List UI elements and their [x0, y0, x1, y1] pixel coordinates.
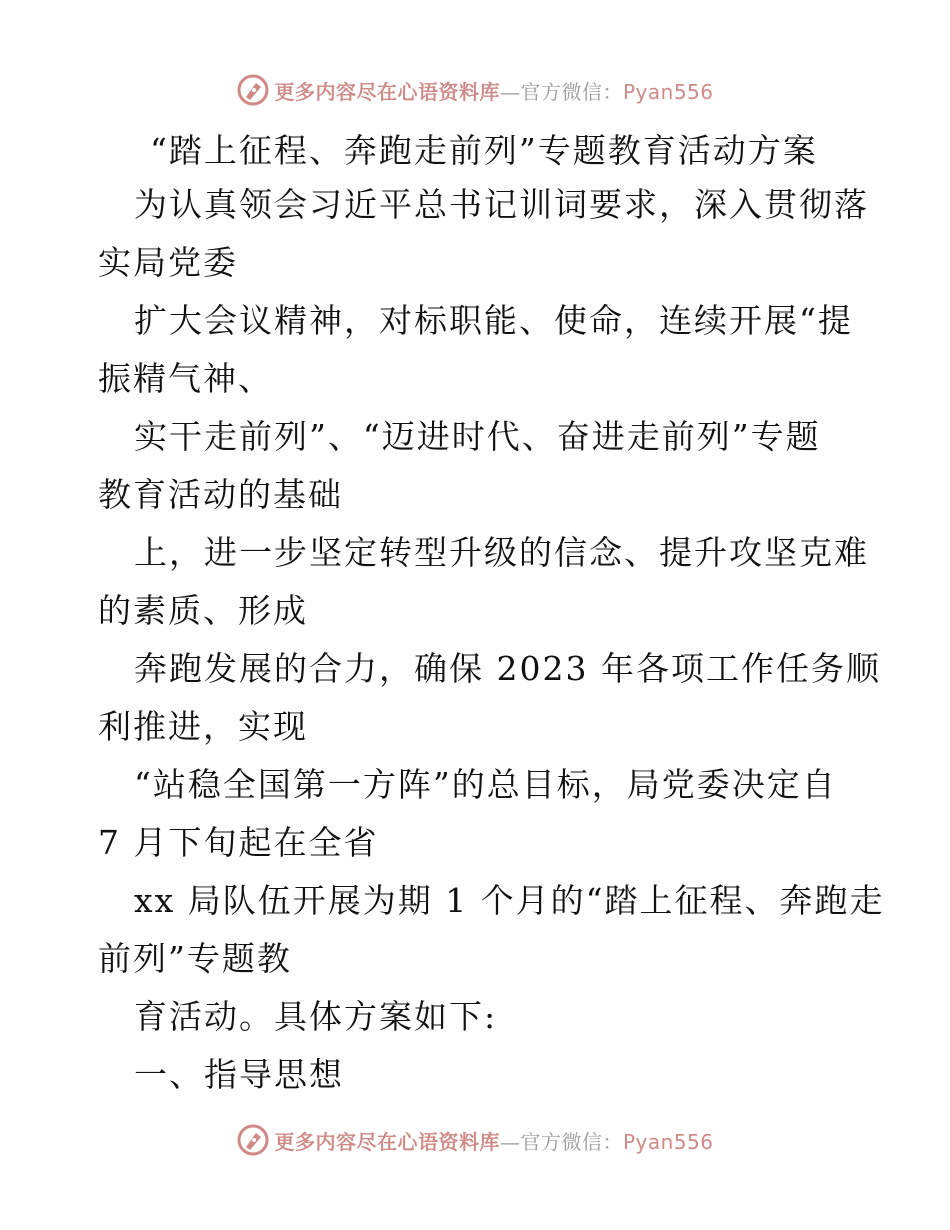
- pen-nib-circle-icon: [236, 1123, 270, 1157]
- body-line: 奔跑发展的合力，确保 2023 年各项工作任务顺: [134, 649, 881, 688]
- body-line: 育活动。具体方案如下:: [134, 997, 498, 1036]
- section-heading: 一、指导思想: [134, 1055, 344, 1094]
- watermark-text: [274, 76, 713, 105]
- body-line: 的素质、形成: [98, 591, 308, 630]
- body-line: 上，进一步坚定转型升级的信念、提升攻坚克难: [134, 533, 869, 572]
- watermark-text: [274, 1126, 713, 1155]
- body-line: 教育活动的基础: [98, 475, 343, 514]
- document-title: “踏上征程、奔跑走前列”专题教育活动方案: [150, 131, 818, 170]
- watermark-wechat-id: Pyan556: [622, 1129, 714, 1154]
- body-line: 7 月下旬起在全省: [98, 823, 379, 862]
- body-line: 实干走前列”、“迈进时代、奋进走前列”专题: [134, 417, 821, 456]
- document-body: [98, 176, 885, 1104]
- watermark-wechat-id: Pyan556: [622, 79, 714, 104]
- footer-watermark-banner: [0, 1120, 950, 1160]
- watermark-text-part1: 更多内容尽在心语资料库: [274, 79, 500, 104]
- pen-nib-circle-icon: [236, 73, 270, 107]
- body-line: 振精气神、: [98, 359, 273, 398]
- body-line: 扩大会议精神，对标职能、使命，连续开展“提: [134, 301, 853, 340]
- watermark-text-part1: 更多内容尽在心语资料库: [274, 1129, 500, 1154]
- body-line: 为认真领会习近平总书记训词要求，深入贯彻落: [134, 185, 869, 224]
- body-line: 实局党委: [98, 243, 238, 282]
- watermark-text-part2: —官方微信：: [499, 1129, 623, 1154]
- body-line: 利推进，实现: [98, 707, 308, 746]
- body-line: 前列”专题教: [98, 939, 292, 978]
- header-watermark-banner: [0, 70, 950, 110]
- body-line: xx 局队伍开展为期 1 个月的“踏上征程、奔跑走: [134, 881, 885, 920]
- watermark-text-part2: —官方微信：: [499, 79, 623, 104]
- body-line: “站稳全国第一方阵”的总目标，局党委决定自: [134, 765, 837, 804]
